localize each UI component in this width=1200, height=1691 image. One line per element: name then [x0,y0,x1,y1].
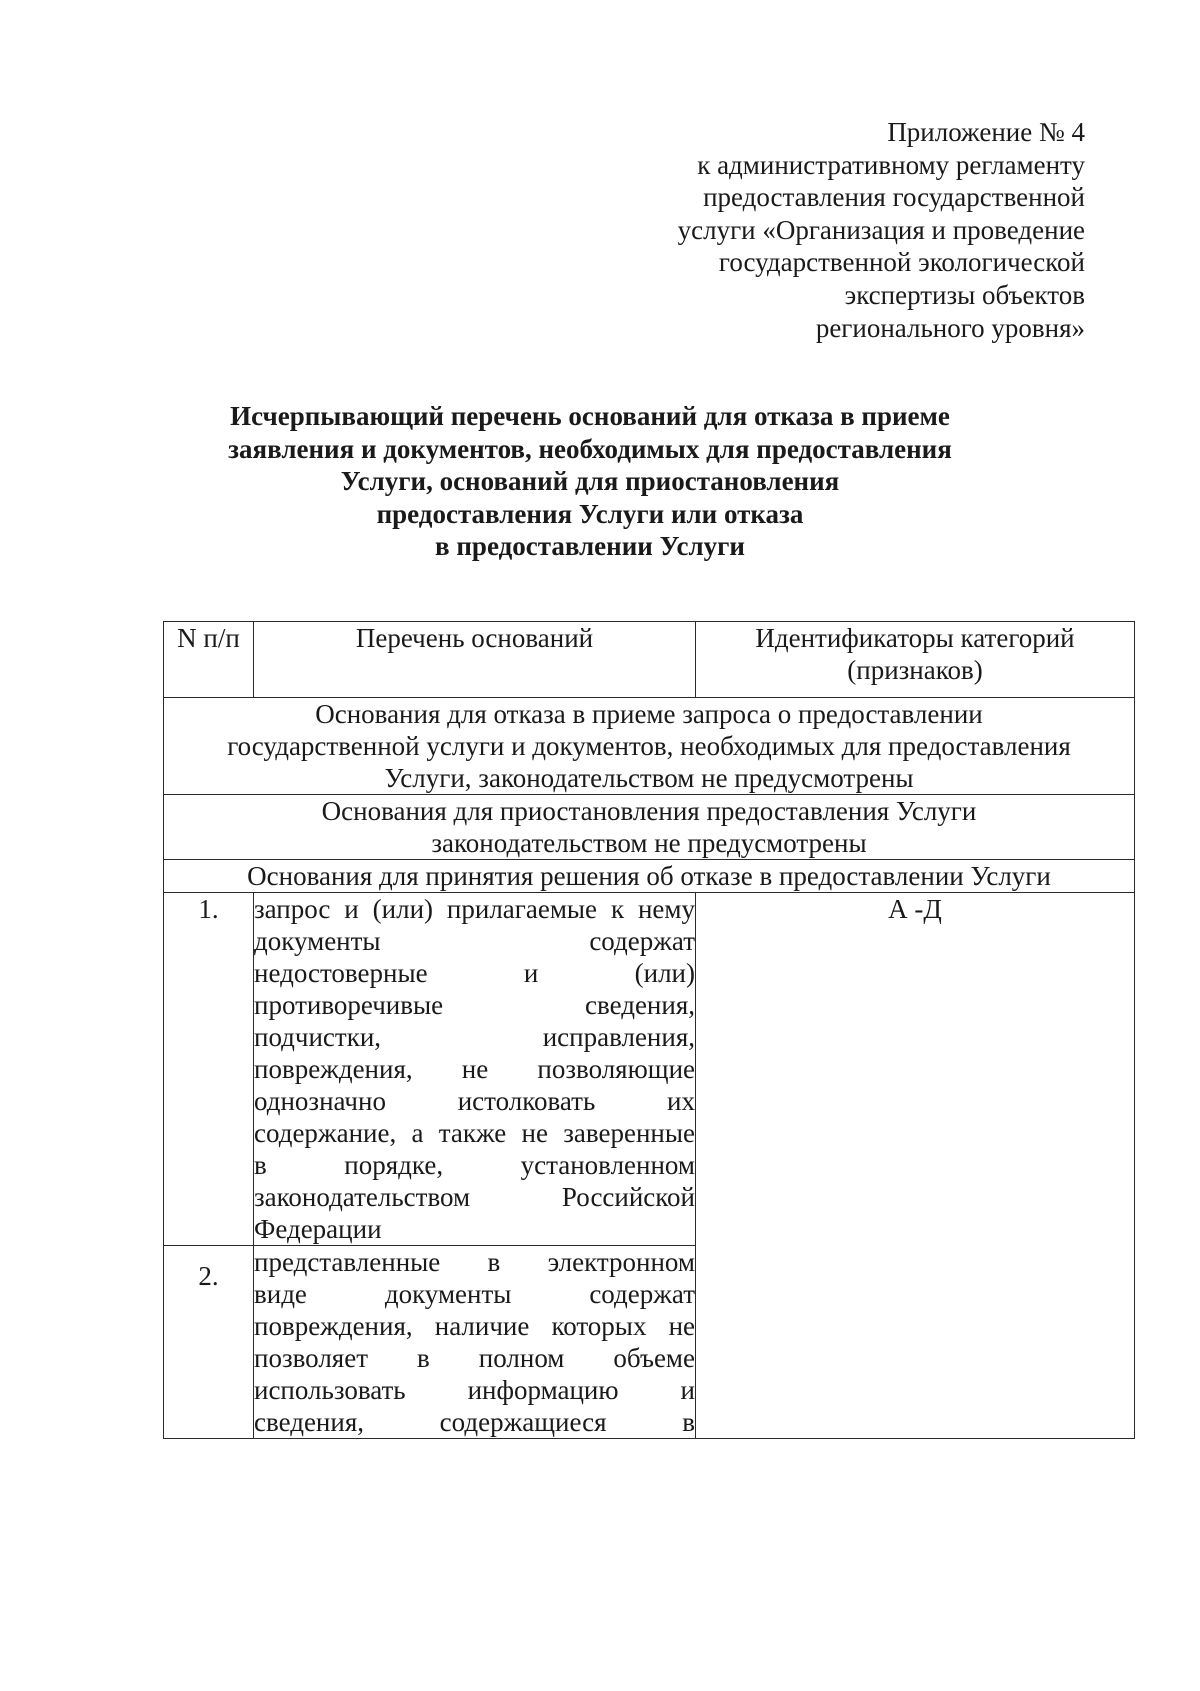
annex-line: экспертизы объектов [844,279,1085,310]
header-ids [696,622,1135,698]
annex-line: государственной экологической [718,247,1085,278]
annex-line: предоставления государственной [703,182,1085,213]
reason-line: в порядке, установленном [254,1150,695,1180]
section-row-intake-refusal [164,698,1135,795]
document-title [160,400,1020,563]
header-ids-line: Идентификаторы категорий [755,623,1075,653]
reason-line: подчистки, исправления, [254,1022,695,1052]
reason-line: недостоверные и (или) [254,958,695,988]
header-num: N п/п [164,622,254,698]
annex-line: к административному регламенту [697,149,1085,180]
title-line: предоставления Услуги или отказа [376,498,804,529]
reason-line: представленные в электронном [254,1247,695,1277]
reason-line: Федерации [254,1214,382,1244]
category-ids: А -Д [696,893,1135,1439]
reason-line: содержание, а также не заверенные [254,1118,695,1148]
title-line: в предоставлении Услуги [435,531,745,562]
table-row [164,893,1135,1246]
title-line: Исчерпывающий перечень оснований для отказа в приеме [230,401,950,431]
row-reason [254,1246,696,1439]
annex-line: регионального уровня» [815,312,1085,343]
header-ids-line: (признаков) [847,655,983,685]
reason-line: запрос и (или) прилагаемые к нему [254,894,695,924]
section-line: Услуги, законодательством не предусмотрены [384,763,914,793]
header-grounds: Перечень оснований [254,622,696,698]
section-line: законодательством не предусмотрены [431,828,867,858]
title-line: заявления и документов, необходимых для предоставления [228,433,952,464]
section-row-suspension [164,795,1135,860]
reason-line: противоречивые сведения, [254,990,695,1020]
reason-line: повреждения, наличие которых не [254,1311,695,1341]
section-line: Основания для приостановления предоставления Услуги [321,796,977,826]
annex-line: услуги «Организация и проведение [677,214,1085,245]
section-line: Основания для принятия решения об отказе в предоставлении Услуги [247,861,1051,891]
title-line: Услуги, оснований для приостановления [340,466,840,497]
reason-line: документы содержат [254,926,695,956]
reason-line: использовать информацию и [254,1375,695,1405]
row-reason [254,893,696,1246]
section-cell [164,860,1135,893]
row-number: 1. [164,893,254,1246]
section-cell [164,698,1135,795]
annex-line: Приложение № 4 [887,117,1085,147]
section-line: государственной услуги и документов, необходимых для предоставления [227,731,1071,761]
section-cell [164,795,1135,860]
reason-line: законодательством Российской [254,1182,695,1212]
reason-line: повреждения, не позволяющие [254,1054,695,1084]
section-row-service-refusal [164,860,1135,893]
reason-line: однозначно истолковать их [254,1086,695,1116]
row-number: 2. [164,1246,254,1439]
grounds-table [163,621,1135,1439]
table-header-row [164,622,1135,698]
reason-line: позволяет в полном объеме [254,1343,695,1373]
reason-line: виде документы содержат [254,1279,695,1309]
reason-line: сведения, содержащиеся в [254,1407,695,1437]
section-line: Основания для отказа в приеме запроса о предоставлении [315,699,983,729]
annex-header [678,116,1085,344]
